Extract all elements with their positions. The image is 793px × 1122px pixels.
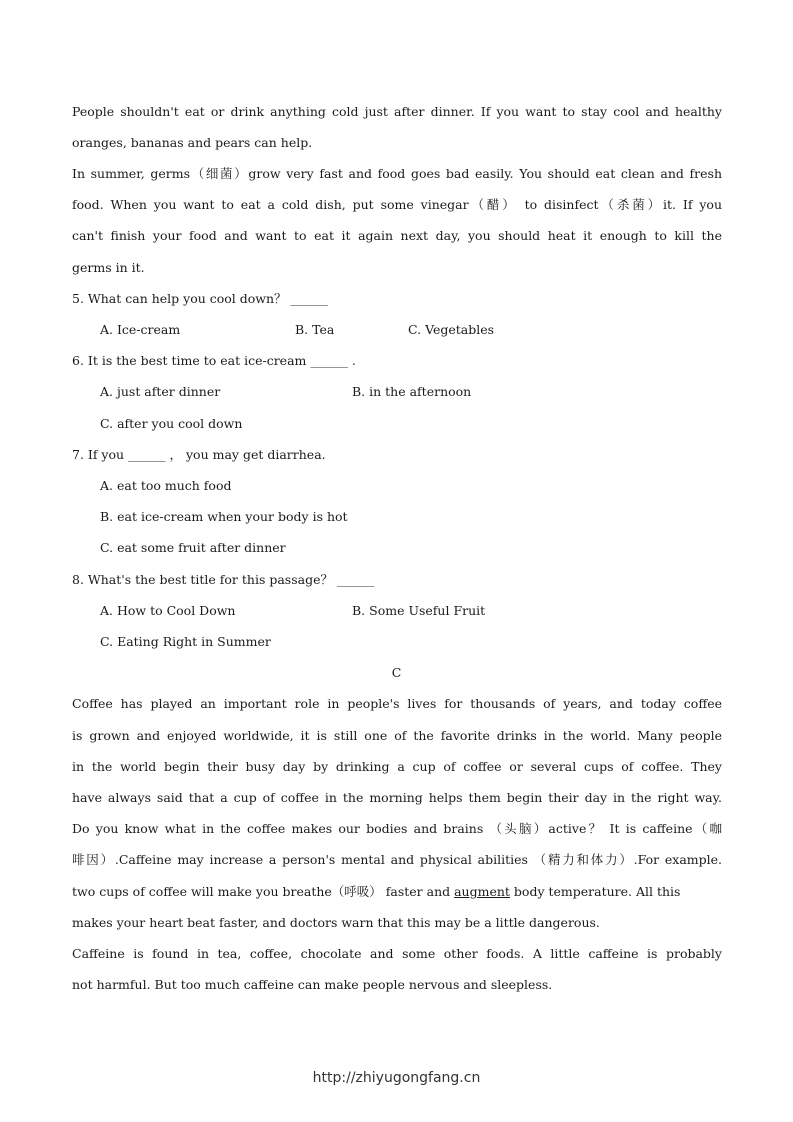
question-5-option-a: A. Ice-cream <box>100 322 181 337</box>
footer-url: http://zhiyugongfang.cn <box>312 1070 481 1086</box>
passage-line: germs in it. <box>72 260 145 275</box>
question-8-option-b: B. Some Useful Fruit <box>352 603 486 618</box>
passage-line-end: body temperature. All this <box>509 884 681 899</box>
passage-line: food. When you want to eat a cold dish, put some vinegar（醋） to disinfect（杀菌）it. If you <box>72 197 722 212</box>
passage-line <box>72 883 722 901</box>
question-8-stem: 8. What's the best title for this passage？ ______ <box>72 572 375 587</box>
question-6-option-c: C. after you cool down <box>100 416 243 431</box>
question-8-option-c: C. Eating Right in Summer <box>100 634 271 649</box>
question-7-stem: 7. If you ______ ， you may get diarrhea. <box>72 447 326 462</box>
passage-line: Caffeine is found in tea, coffee, chocolate and some other foods. A little caffeine is probably <box>72 946 722 961</box>
passage-line: oranges, bananas and pears can help. <box>72 135 313 150</box>
passage-line: Coffee has played an important role in people's lives for thousands of years, and today coffee <box>72 696 722 711</box>
question-7-option-c: C. eat some fruit after dinner <box>100 540 286 555</box>
passage-line: is grown and enjoyed worldwide, it is still one of the favorite drinks in the world. Many people <box>72 728 722 743</box>
passage-line: in the world begin their busy day by drinking a cup of coffee or several cups of coffee. They <box>72 759 722 774</box>
passage-line: Do you know what in the coffee makes our bodies and brains （头脑）active？ It is caffeine（咖 <box>72 821 722 836</box>
question-8-option-a: A. How to Cool Down <box>100 603 236 618</box>
question-6-option-a: A. just after dinner <box>100 384 221 399</box>
question-5-option-b: B. Tea <box>295 322 335 337</box>
question-7-option-a: A. eat too much food <box>100 478 232 493</box>
passage-line: can't finish your food and want to eat it again next day, you should heat it enough to kill the <box>72 228 722 243</box>
passage-line: People shouldn't eat or drink anything cold just after dinner. If you want to stay cool and healthy <box>72 104 722 119</box>
section-heading: C <box>391 665 402 680</box>
passage-line: 啡因）.Caffeine may increase a person's mental and physical abilities （精力和体力）.For example. <box>72 852 722 867</box>
passage-line: In summer, germs（细菌）grow very fast and food goes bad easily. You should eat clean and fresh <box>72 166 722 181</box>
underlined-word: augment <box>454 884 510 899</box>
passage-line-start: two cups of coffee will make you breathe（呼吸） faster and <box>72 884 455 899</box>
question-6-option-b: B. in the afternoon <box>352 384 472 399</box>
question-7-option-b: B. eat ice-cream when your body is hot <box>100 509 348 524</box>
passage-line: makes your heart beat faster, and doctors warn that this may be a little dangerous. <box>72 915 600 930</box>
question-5-stem: 5. What can help you cool down？ ______ <box>72 291 329 306</box>
question-6-stem: 6. It is the best time to eat ice-cream ______ . <box>72 353 356 368</box>
passage-line: not harmful. But too much caffeine can make people nervous and sleepless. <box>72 977 553 992</box>
passage-line: have always said that a cup of coffee in the morning helps them begin their day in the right way. <box>72 790 722 805</box>
question-5-option-c: C. Vegetables <box>408 322 495 337</box>
